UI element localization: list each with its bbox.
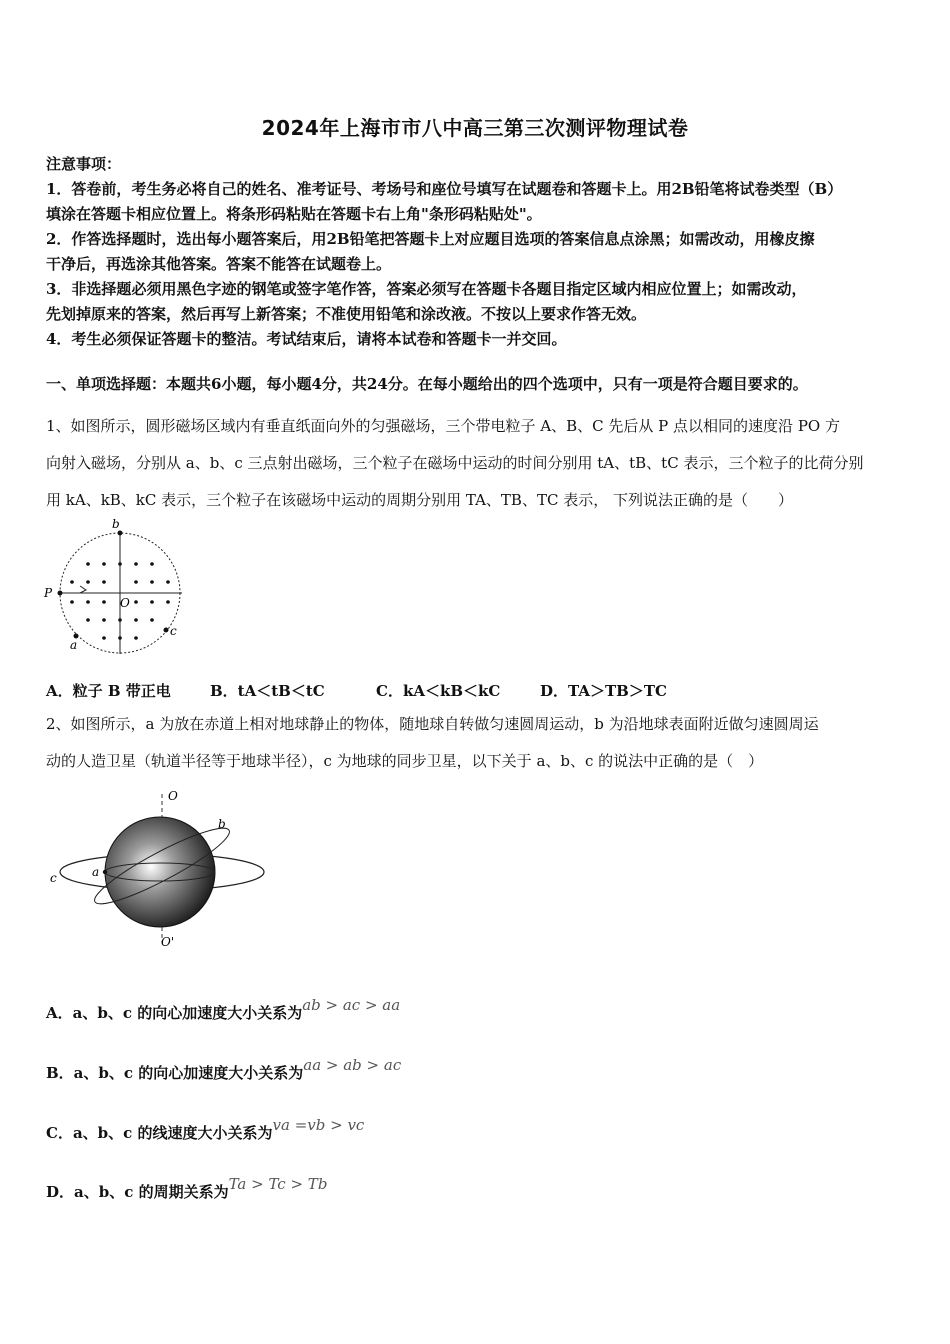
question-1	[46, 408, 908, 519]
q2-option-a-formula: ab > ac > aa	[302, 996, 401, 1014]
question-2	[46, 706, 908, 780]
q1-line: 向射入磁场，分别从 a、b、c 三点射出磁场，三个粒子在磁场中运动的时间分别用 tA、tB、tC 表示，三个粒子的比荷分别	[46, 454, 864, 472]
q2-line: 2、如图所示，a 为放在赤道上相对地球静止的物体，随地球自转做匀速圆周运动，b 为沿地球表面附近做匀速圆周运	[46, 715, 819, 733]
note-line: 干净后，再选涂其他答案。答案不能答在试题卷上。	[46, 255, 392, 273]
q2-option-b-formula: aa > ab > ac	[303, 1056, 402, 1074]
fig1-label-a: a	[70, 638, 78, 652]
note-line: 4．考生必须保证答题卡的整洁。考试结束后，请将本试卷和答题卡一并交回。	[46, 330, 567, 348]
q2-option-d-text: D．a、b、c 的周期关系为	[46, 1183, 229, 1201]
notes-block	[46, 152, 906, 352]
fig1-label-b: b	[112, 517, 120, 531]
notes-heading: 注意事项：	[46, 155, 122, 173]
section-heading: 一、单项选择题：本题共6小题，每小题4分，共24分。在每小题给出的四个选项中，只有一项是符合题目要求的。	[46, 375, 808, 393]
fig2-label-c: c	[50, 871, 57, 885]
q2-option-c[interactable]	[46, 1116, 365, 1143]
note-line: 填涂在答题卡相应位置上。将条形码粘贴在答题卡右上角"条形码粘贴处"。	[46, 205, 542, 223]
note-line: 先划掉原来的答案，然后再写上新答案；不准使用铅笔和涂改液。不按以上要求作答无效。	[46, 305, 647, 323]
q2-option-c-formula: va =vb > vc	[272, 1116, 365, 1134]
fig2-label-o: O	[168, 789, 178, 803]
q2-option-d-formula: Ta > Tc > Tb	[228, 1175, 328, 1193]
earth-orbit-figure	[44, 786, 274, 956]
q1-option-d[interactable]: D．TA＞TB＞TC	[540, 682, 667, 700]
magnetic-field-figure	[40, 516, 190, 656]
q2-option-c-text: C．a、b、c 的线速度大小关系为	[46, 1124, 273, 1142]
fig2-label-b: b	[218, 817, 226, 831]
q1-line: 1、如图所示，圆形磁场区域内有垂直纸面向外的匀强磁场，三个带电粒子 A、B、C 先后从 P 点以相同的速度沿 PO 方	[46, 417, 840, 435]
q1-options	[46, 680, 906, 702]
q1-option-b[interactable]: B．tA＜tB＜tC	[210, 682, 325, 700]
fig1-label-o: O	[120, 596, 130, 610]
fig2-label-a: a	[92, 865, 100, 879]
note-line: 3．非选择题必须用黑色字迹的钢笔或签字笔作答，答案必须写在答题卡各题目指定区域内相应位置上；如需改动，	[46, 280, 807, 298]
q1-option-a[interactable]: A．粒子 B 带正电	[46, 682, 171, 700]
note-line: 1．答卷前，考生务必将自己的姓名、准考证号、考场号和座位号填写在试题卷和答题卡上。用2B铅笔将试卷类型（B）	[46, 180, 843, 198]
fig1-label-p: P	[44, 586, 53, 600]
page-title: 2024年上海市市八中高三第三次测评物理试卷	[261, 116, 689, 140]
note-line: 2．作答选择题时，选出每小题答案后，用2B铅笔把答题卡上对应题目选项的答案信息点涂黑；如需改动，用橡皮擦	[46, 230, 815, 248]
q1-option-c[interactable]: C．kA＜kB＜kC	[376, 682, 501, 700]
q2-option-b-text: B．a、b、c 的向心加速度大小关系为	[46, 1064, 304, 1082]
fig1-label-c: c	[170, 624, 177, 638]
fig2-label-o-prime: O'	[161, 935, 175, 949]
q2-option-a-text: A．a、b、c 的向心加速度大小关系为	[46, 1004, 303, 1022]
q2-option-b[interactable]	[46, 1056, 402, 1083]
q1-line: 用 kA、kB、kC 表示，三个粒子在该磁场中运动的周期分别用 TA、TB、TC 表示， 下列说法正确的是（ ）	[46, 491, 793, 509]
q2-option-d[interactable]	[46, 1175, 328, 1202]
q2-option-a[interactable]	[46, 996, 401, 1023]
q2-line: 动的人造卫星（轨道半径等于地球半径），c 为地球的同步卫星，以下关于 a、b、c 的说法中正确的是（ ）	[46, 752, 764, 770]
